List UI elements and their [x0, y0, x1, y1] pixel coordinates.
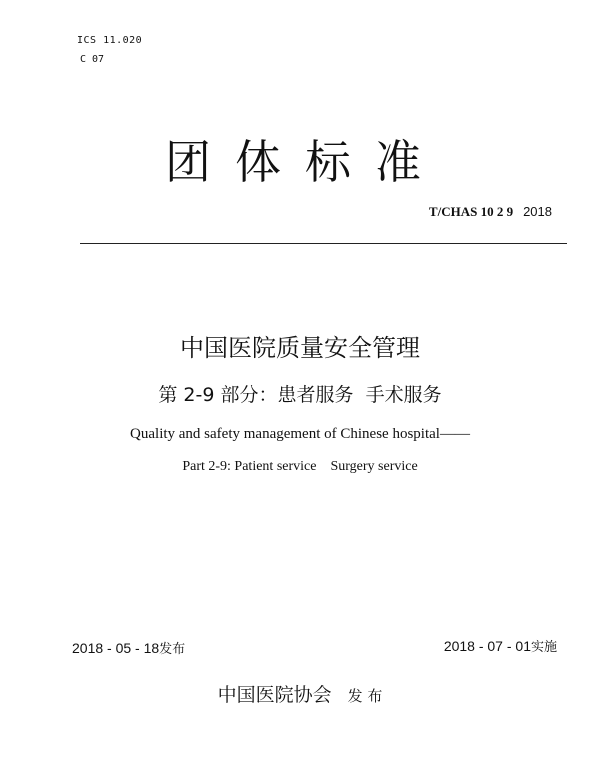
english-subtitle: Part 2-9: Patient service Surgery service	[182, 459, 418, 474]
publish-date	[72, 638, 185, 657]
implement-date-label: 实施	[530, 640, 557, 655]
chinese-subtitle: 第 2-9 部分：患者服务 手术服务	[158, 384, 442, 406]
publish-date-value: 2018 - 05 - 18	[72, 640, 160, 656]
implement-date-value: 2018 - 07 - 01	[443, 638, 531, 654]
publish-date-label: 发布	[159, 642, 186, 657]
issuer-name: 中国医院协会	[217, 684, 332, 706]
issuer-action: 发 布	[347, 687, 383, 705]
standard-type-title: 团体标准	[165, 135, 445, 189]
standard-number	[429, 204, 552, 220]
implement-date	[444, 636, 557, 655]
header-divider	[80, 243, 567, 244]
ccs-code: C 07	[80, 54, 105, 65]
chinese-title: 中国医院质量安全管理	[180, 334, 420, 362]
english-title: Quality and safety management of Chinese hospital——	[130, 426, 470, 442]
ics-code: ICS 11.020	[77, 35, 143, 46]
issuer	[0, 680, 600, 707]
standard-number-year: 2018	[523, 204, 552, 219]
standard-number-code: T/CHAS 10 2 9	[428, 204, 514, 219]
